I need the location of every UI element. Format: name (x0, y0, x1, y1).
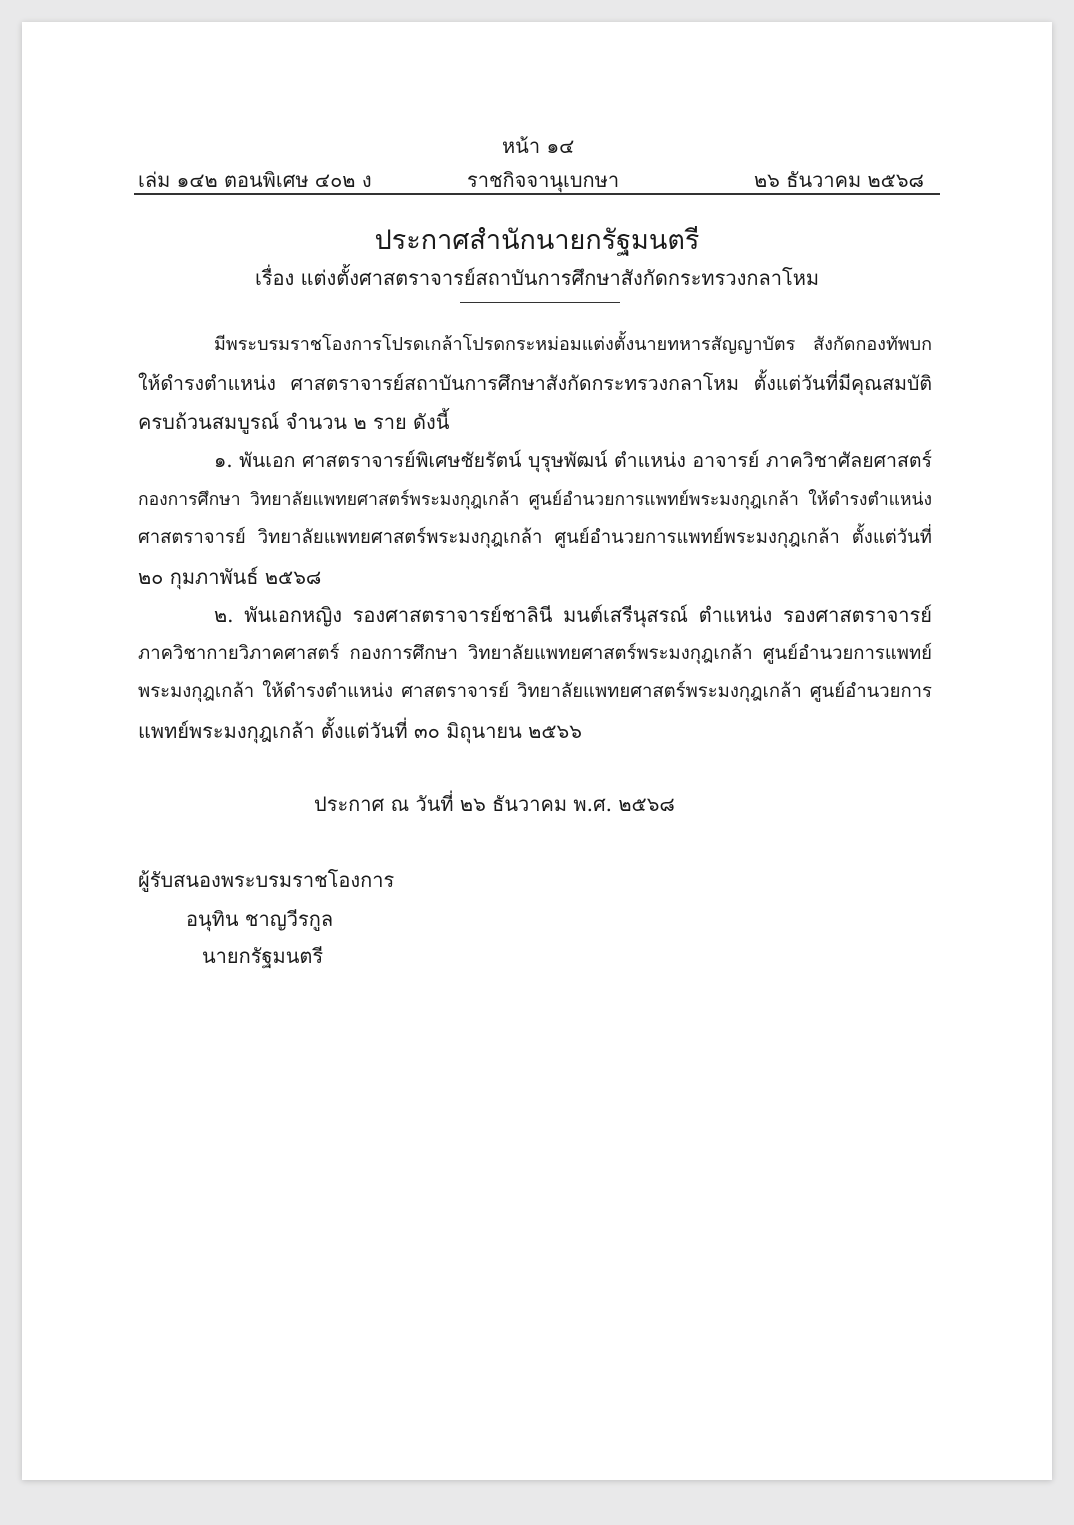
paragraph-item-1 (138, 442, 932, 596)
document-subject: เรื่อง แต่งตั้งศาสตราจารย์สถาบันการศึกษาสังกัดกระทรวงกลาโหม (254, 266, 820, 290)
paragraph-line: แพทย์พระมงกุฎเกล้า ตั้งแต่วันที่ ๓๐ มิถุนายน ๒๕๖๖ (138, 718, 582, 743)
proclamation-date: ประกาศ ณ วันที่ ๒๖ ธันวาคม พ.ศ. ๒๕๖๘ (314, 792, 675, 816)
page-number: หน้า ๑๔ (502, 134, 575, 158)
signature-role: ผู้รับสนองพระบรมราชโองการ (138, 868, 395, 892)
signature-title: นายกรัฐมนตรี (202, 944, 324, 968)
paragraph-item-2 (138, 596, 932, 750)
paragraph-intro (138, 326, 932, 442)
paragraph-line: ๒. พันเอกหญิง รองศาสตราจารย์ชาลินี มนต์เสรีนุสรณ์ ตำแหน่ง รองศาสตราจารย์ (214, 603, 932, 627)
paragraph-line: มีพระบรมราชโองการโปรดเกล้าโปรดกระหม่อมแต่งตั้งนายทหารสัญญาบัตร สังกัดกองทัพบก (214, 334, 932, 355)
document-title: ประกาศสำนักนายกรัฐมนตรี (374, 225, 700, 256)
subject-rule (460, 302, 620, 303)
signature-name: อนุทิน ชาญวีรกูล (186, 907, 334, 931)
paragraph-line: ศาสตราจารย์ วิทยาลัยแพทยศาสตร์พระมงกุฎเกล้า ศูนย์อำนวยการแพทย์พระมงกุฎเกล้า ตั้งแต่วันที่ (138, 527, 932, 548)
paragraph-line: ให้ดำรงตำแหน่ง ศาสตราจารย์สถาบันการศึกษาสังกัดกระทรวงกลาโหม ตั้งแต่วันที่มีคุณสมบัติ (138, 371, 932, 395)
paragraph-line: ภาควิชากายวิภาคศาสตร์ กองการศึกษา วิทยาลัยแพทยศาสตร์พระมงกุฎเกล้า ศูนย์อำนวยการแพทย์ (138, 642, 932, 664)
paragraph-line: ๒๐ กุมภาพันธ์ ๒๕๖๘ (138, 564, 322, 589)
paragraph-line: กองการศึกษา วิทยาลัยแพทยศาสตร์พระมงกุฎเกล้า ศูนย์อำนวยการแพทย์พระมงกุฎเกล้า ให้ดำรงตำแหน่ง (138, 489, 932, 510)
paragraph-line: พระมงกุฎเกล้า ให้ดำรงตำแหน่ง ศาสตราจารย์ วิทยาลัยแพทยศาสตร์พระมงกุฎเกล้า ศูนย์อำนวยการ (138, 681, 932, 702)
volume-issue: เล่ม ๑๔๒ ตอนพิเศษ ๔๐๒ ง (138, 168, 372, 192)
header-rule (134, 193, 940, 195)
paragraph-line: ๑. พันเอก ศาสตราจารย์พิเศษชัยรัตน์ บุรุษพัฒน์ ตำแหน่ง อาจารย์ ภาควิชาศัลยศาสตร์ (214, 449, 932, 472)
gazette-name: ราชกิจจานุเบกษา (467, 168, 620, 192)
paragraph-line: ครบถ้วนสมบูรณ์ จำนวน ๒ ราย ดังนี้ (138, 410, 450, 434)
document-page (22, 22, 1052, 1480)
header-date: ๒๖ ธันวาคม ๒๕๖๘ (754, 168, 924, 192)
